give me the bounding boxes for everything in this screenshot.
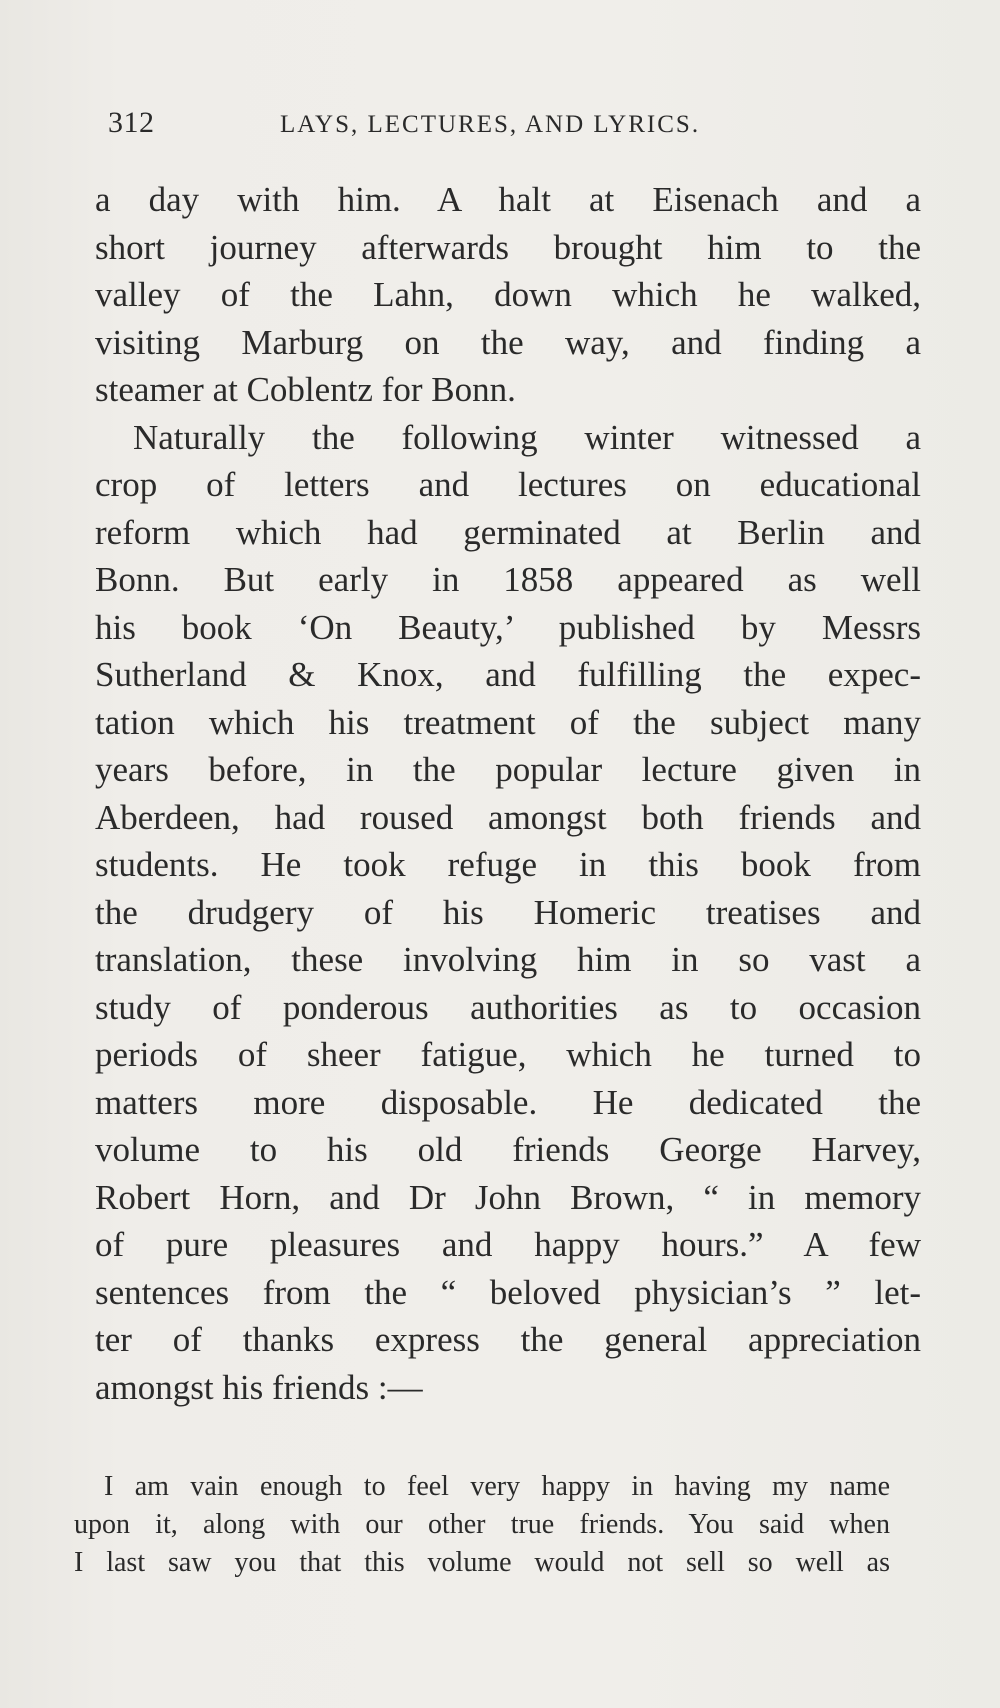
quote-line: I last saw you that this volume would not sell so well as [74,1547,890,1578]
text-line: amongst his friends :— [95,1367,423,1407]
running-title: LAYS, LECTURES, AND LYRICS. [280,111,701,138]
text-line: the drudgery of his Homeric treatises and [95,892,921,932]
page-number: 312 [108,106,155,139]
text-line: a day with him. A halt at Eisenach and a [95,180,921,219]
text-line: his book ‘On Beauty,’ published by Messrs [95,607,921,647]
text-line: ter of thanks express the general appreciation [95,1320,921,1359]
text-line: visiting Marburg on the way, and finding a [95,322,921,362]
page-header [100,106,800,146]
text-line: Naturally the following winter witnessed a [133,417,921,457]
text-line: students. He took refuge in this book from [95,845,921,884]
block-quote [74,1468,890,1582]
text-line: matters more disposable. He dedicated the [95,1082,921,1122]
text-line: study of ponderous authorities as to occasion [95,987,921,1027]
quote-line: upon it, along with our other true friends. You said when [74,1509,890,1540]
text-line: short journey afterwards brought him to the [95,227,921,267]
text-line: Sutherland & Knox, and fulfilling the expec- [95,655,921,694]
text-line: valley of the Lahn, down which he walked, [95,275,921,314]
body-text [95,176,921,1411]
text-line: crop of letters and lectures on educational [95,465,921,504]
text-line: steamer at Coblentz for Bonn. [95,370,516,409]
text-line: tation which his treatment of the subject many [95,702,921,742]
text-line: years before, in the popular lecture given in [95,750,921,789]
text-line: Robert Horn, and Dr John Brown, “ in memory [95,1177,921,1217]
text-line: volume to his old friends George Harvey, [95,1130,921,1169]
text-line: sentences from the “ beloved physician’s ” let- [95,1272,921,1312]
text-line: Bonn. But early in 1858 appeared as well [95,560,921,599]
text-line: reform which had germinated at Berlin and [95,512,921,552]
text-line: Aberdeen, had roused amongst both friends and [95,797,921,837]
text-line: periods of sheer fatigue, which he turned to [95,1035,921,1074]
quote-line: I am vain enough to feel very happy in having my name [104,1471,890,1502]
text-line: of pure pleasures and happy hours.” A few [95,1225,921,1264]
text-line: translation, these involving him in so vast a [95,940,921,979]
